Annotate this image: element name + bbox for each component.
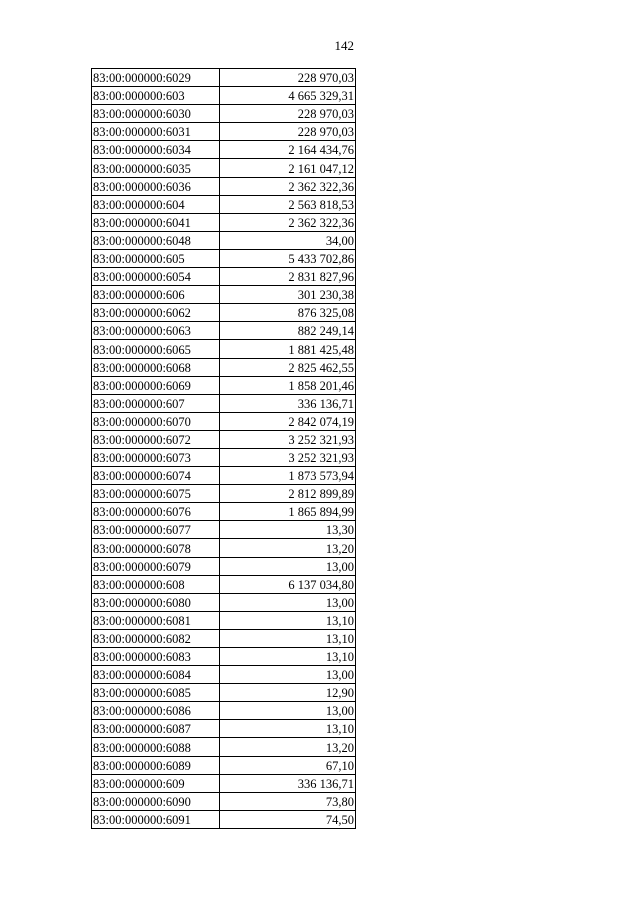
cadastral-number-cell: 83:00:000000:6088: [92, 738, 220, 756]
value-cell: 228 970,03: [220, 69, 356, 87]
value-cell: 228 970,03: [220, 123, 356, 141]
cadastral-number-cell: 83:00:000000:6030: [92, 105, 220, 123]
table-row: [92, 756, 356, 774]
page-number: 142: [334, 38, 354, 53]
cadastral-number-cell: 83:00:000000:6073: [92, 448, 220, 466]
table-row: [92, 702, 356, 720]
table-row: [92, 87, 356, 105]
value-cell: 6 137 034,80: [220, 575, 356, 593]
value-cell: 1 873 573,94: [220, 467, 356, 485]
value-cell: 13,00: [220, 666, 356, 684]
table-row: [92, 720, 356, 738]
table-row: [92, 810, 356, 828]
cadastral-number-cell: 83:00:000000:6087: [92, 720, 220, 738]
cadastral-number-cell: 83:00:000000:6041: [92, 213, 220, 231]
value-cell: 2 842 074,19: [220, 412, 356, 430]
table-row: [92, 340, 356, 358]
cadastral-number-cell: 83:00:000000:6048: [92, 231, 220, 249]
table-row: [92, 575, 356, 593]
value-cell: 3 252 321,93: [220, 448, 356, 466]
value-cell: 12,90: [220, 684, 356, 702]
cadastral-number-cell: 83:00:000000:6063: [92, 322, 220, 340]
table-row: [92, 394, 356, 412]
cadastral-number-cell: 83:00:000000:6081: [92, 611, 220, 629]
cadastral-number-cell: 83:00:000000:603: [92, 87, 220, 105]
table-row: [92, 792, 356, 810]
cadastral-number-cell: 83:00:000000:6035: [92, 159, 220, 177]
value-cell: 13,20: [220, 738, 356, 756]
cadastral-number-cell: 83:00:000000:6069: [92, 376, 220, 394]
value-cell: 3 252 321,93: [220, 430, 356, 448]
cadastral-number-cell: 83:00:000000:6034: [92, 141, 220, 159]
table-row: [92, 774, 356, 792]
value-cell: 1 858 201,46: [220, 376, 356, 394]
table-row: [92, 69, 356, 87]
value-cell: 13,10: [220, 648, 356, 666]
table-row: [92, 159, 356, 177]
cadastral-number-cell: 83:00:000000:6036: [92, 177, 220, 195]
value-cell: 13,10: [220, 720, 356, 738]
table-row: [92, 177, 356, 195]
cadastral-number-cell: 83:00:000000:6090: [92, 792, 220, 810]
cadastral-number-cell: 83:00:000000:609: [92, 774, 220, 792]
table-row: [92, 521, 356, 539]
cadastral-number-cell: 83:00:000000:6079: [92, 557, 220, 575]
table-row: [92, 666, 356, 684]
value-cell: 301 230,38: [220, 286, 356, 304]
value-cell: 2 563 818,53: [220, 195, 356, 213]
value-cell: 34,00: [220, 231, 356, 249]
table-row: [92, 412, 356, 430]
cadastral-number-cell: 83:00:000000:6074: [92, 467, 220, 485]
cadastral-number-cell: 83:00:000000:6065: [92, 340, 220, 358]
value-cell: 13,20: [220, 539, 356, 557]
table-row: [92, 231, 356, 249]
table-row: [92, 629, 356, 647]
cadastral-value-table: [91, 68, 356, 829]
table-row: [92, 123, 356, 141]
table-body: [92, 69, 356, 829]
table-row: [92, 648, 356, 666]
cadastral-number-cell: 83:00:000000:6072: [92, 430, 220, 448]
value-cell: 4 665 329,31: [220, 87, 356, 105]
cadastral-number-cell: 83:00:000000:6054: [92, 268, 220, 286]
value-cell: 228 970,03: [220, 105, 356, 123]
cadastral-number-cell: 83:00:000000:6089: [92, 756, 220, 774]
cadastral-number-cell: 83:00:000000:6091: [92, 810, 220, 828]
table-row: [92, 503, 356, 521]
value-cell: 5 433 702,86: [220, 249, 356, 267]
value-cell: 13,00: [220, 702, 356, 720]
value-cell: 876 325,08: [220, 304, 356, 322]
cadastral-number-cell: 83:00:000000:6078: [92, 539, 220, 557]
table-row: [92, 430, 356, 448]
table-row: [92, 105, 356, 123]
value-cell: 2 812 899,89: [220, 485, 356, 503]
table-row: [92, 358, 356, 376]
value-cell: 13,10: [220, 629, 356, 647]
table-row: [92, 593, 356, 611]
value-cell: 13,00: [220, 593, 356, 611]
cadastral-number-cell: 83:00:000000:607: [92, 394, 220, 412]
value-cell: 2 831 827,96: [220, 268, 356, 286]
cadastral-number-cell: 83:00:000000:6082: [92, 629, 220, 647]
table-row: [92, 268, 356, 286]
table-row: [92, 376, 356, 394]
cadastral-number-cell: 83:00:000000:606: [92, 286, 220, 304]
cadastral-number-cell: 83:00:000000:6075: [92, 485, 220, 503]
cadastral-number-cell: 83:00:000000:6031: [92, 123, 220, 141]
table-row: [92, 448, 356, 466]
table-row: [92, 557, 356, 575]
table-row: [92, 738, 356, 756]
table-row: [92, 467, 356, 485]
cadastral-number-cell: 83:00:000000:6083: [92, 648, 220, 666]
table-row: [92, 286, 356, 304]
value-cell: 336 136,71: [220, 394, 356, 412]
cadastral-number-cell: 83:00:000000:6084: [92, 666, 220, 684]
cadastral-number-cell: 83:00:000000:608: [92, 575, 220, 593]
value-cell: 2 362 322,36: [220, 213, 356, 231]
cadastral-number-cell: 83:00:000000:6080: [92, 593, 220, 611]
cadastral-number-cell: 83:00:000000:6068: [92, 358, 220, 376]
cadastral-number-cell: 83:00:000000:6070: [92, 412, 220, 430]
table-row: [92, 485, 356, 503]
value-cell: 13,00: [220, 557, 356, 575]
cadastral-number-cell: 83:00:000000:6085: [92, 684, 220, 702]
cadastral-number-cell: 83:00:000000:6086: [92, 702, 220, 720]
value-cell: 2 825 462,55: [220, 358, 356, 376]
value-cell: 882 249,14: [220, 322, 356, 340]
value-cell: 67,10: [220, 756, 356, 774]
value-cell: 13,10: [220, 611, 356, 629]
cadastral-number-cell: 83:00:000000:6062: [92, 304, 220, 322]
cadastral-number-cell: 83:00:000000:6029: [92, 69, 220, 87]
cadastral-number-cell: 83:00:000000:604: [92, 195, 220, 213]
table-row: [92, 322, 356, 340]
table-row: [92, 684, 356, 702]
value-cell: 1 865 894,99: [220, 503, 356, 521]
value-cell: 2 164 434,76: [220, 141, 356, 159]
value-cell: 73,80: [220, 792, 356, 810]
value-cell: 2 161 047,12: [220, 159, 356, 177]
value-cell: 74,50: [220, 810, 356, 828]
cadastral-number-cell: 83:00:000000:6076: [92, 503, 220, 521]
table-row: [92, 141, 356, 159]
value-cell: 1 881 425,48: [220, 340, 356, 358]
table-row: [92, 213, 356, 231]
table-row: [92, 539, 356, 557]
table-row: [92, 195, 356, 213]
cadastral-number-cell: 83:00:000000:605: [92, 249, 220, 267]
table-row: [92, 249, 356, 267]
value-cell: 2 362 322,36: [220, 177, 356, 195]
value-cell: 336 136,71: [220, 774, 356, 792]
value-cell: 13,30: [220, 521, 356, 539]
cadastral-number-cell: 83:00:000000:6077: [92, 521, 220, 539]
table-row: [92, 611, 356, 629]
table-row: [92, 304, 356, 322]
